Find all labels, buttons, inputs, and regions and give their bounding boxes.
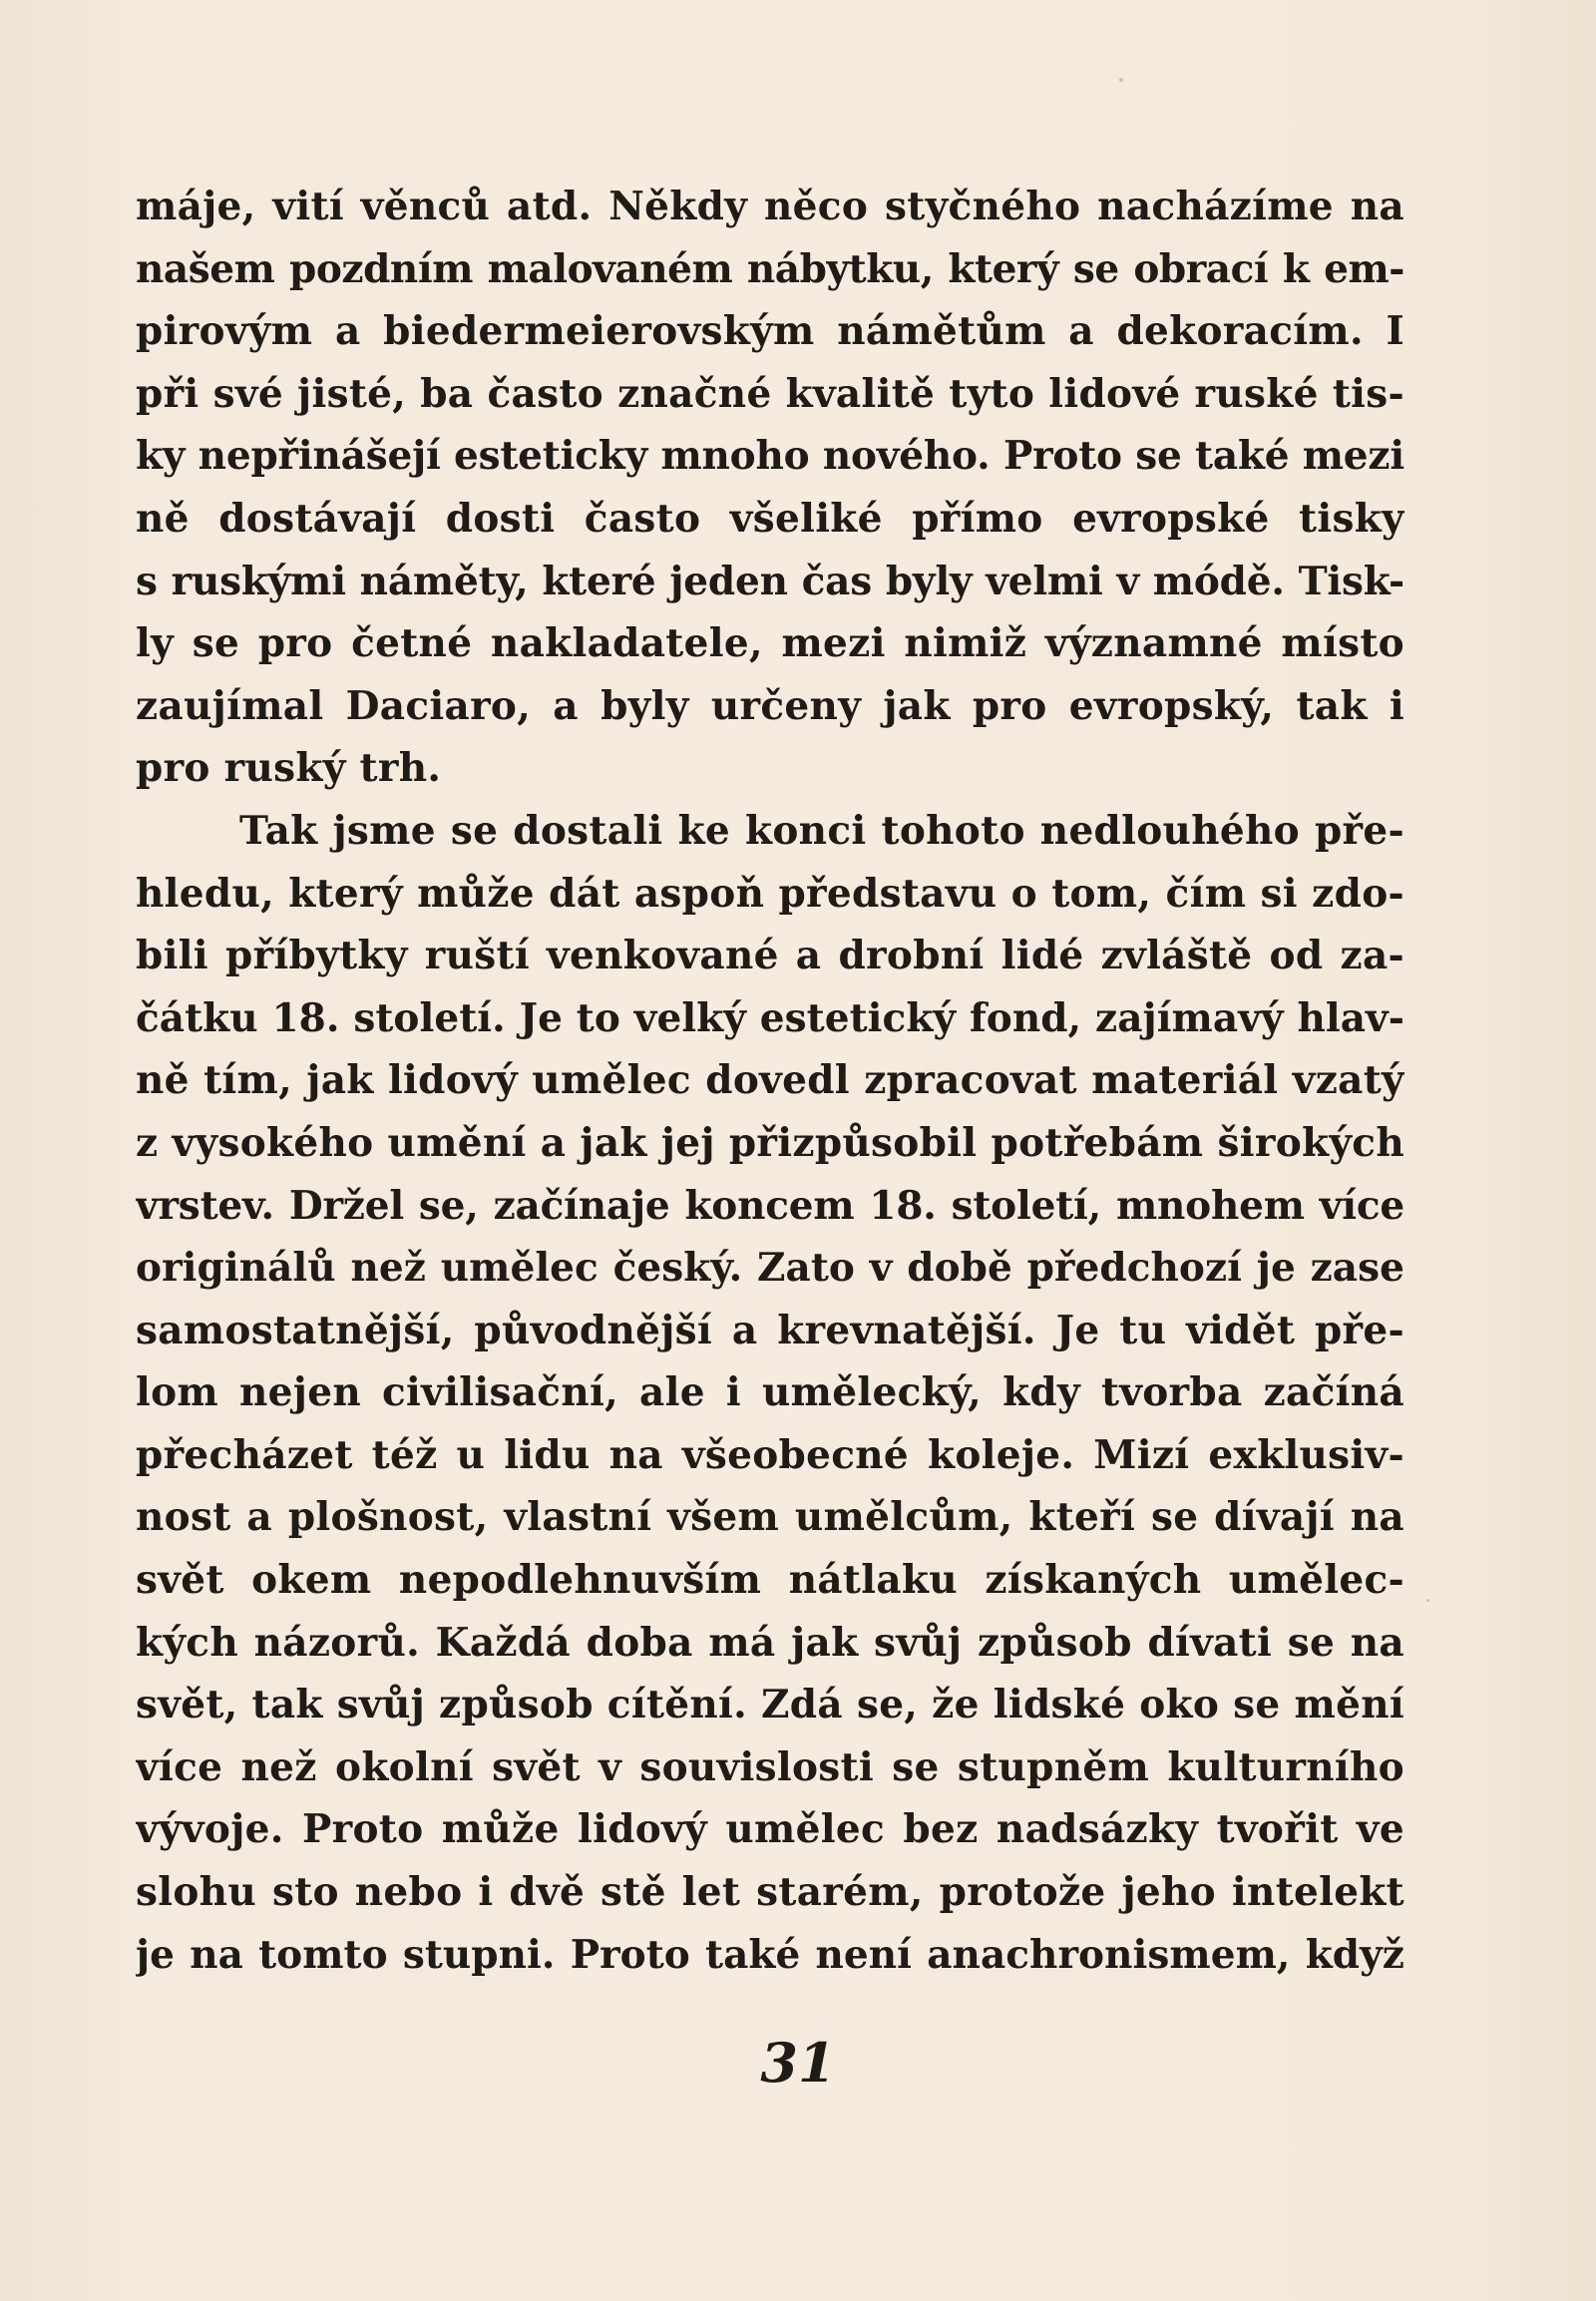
- text-line: svět okem nepodlehnuvším nátlaku získaných umělec-: [136, 1557, 1404, 1604]
- text-line: slohu sto nebo i dvě stě let starém, protože jeho intelekt: [136, 1869, 1404, 1916]
- paragraph-end-line: pro ruský trh.: [136, 745, 442, 792]
- text-line: ly se pro četné nakladatele, mezi nimiž významné místo: [136, 620, 1404, 667]
- text-line: z vysokého umění a jak jej přizpůsobil potřebám širokých: [136, 1119, 1404, 1166]
- text-line: vrstev. Držel se, začínaje koncem 18. století, mnohem více: [136, 1182, 1404, 1229]
- text-line: pirovým a biedermeierovským námětům a dekoracím. I: [136, 308, 1404, 355]
- text-line: originálů než umělec český. Zato v době předchozí je zase: [136, 1245, 1404, 1292]
- text-line: bili příbytky ruští venkované a drobní lidé zvláště od za-: [136, 933, 1404, 979]
- text-line: zaujímal Daciaro, a byly určeny jak pro evropský, tak i: [136, 682, 1404, 729]
- text-line: s ruskými náměty, které jeden čas byly velmi v módě. Tisk-: [136, 558, 1404, 604]
- body-text: [136, 176, 1404, 1986]
- text-line: hledu, který může dát aspoň představu o tom, čím si zdo-: [136, 870, 1404, 917]
- text-line: ně tím, jak lidový umělec dovedl zpracovat materiál vzatý: [136, 1057, 1404, 1104]
- text-line: našem pozdním malovaném nábytku, který se obrací k em-: [136, 245, 1404, 292]
- paper-speck: [1426, 1599, 1429, 1602]
- text-line: ky nepřinášejí esteticky mnoho nového. Proto se také mezi: [136, 433, 1404, 480]
- text-line: svět, tak svůj způsob cítění. Zdá se, že lidské oko se mění: [136, 1682, 1404, 1728]
- text-line: vývoje. Proto může lidový umělec bez nadsázky tvořit ve: [136, 1806, 1404, 1853]
- text-line: přecházet též u lidu na všeobecné koleje. Mizí exklusiv-: [136, 1431, 1404, 1478]
- text-line: je na tomto stupni. Proto také není anachronismem, když: [136, 1931, 1404, 1978]
- text-line: kých názorů. Každá doba má jak svůj způsob dívati se na: [136, 1619, 1404, 1666]
- paper-speck: [1119, 78, 1123, 82]
- text-line: více než okolní svět v souvislosti se stupněm kulturního: [136, 1743, 1404, 1790]
- paragraph-start-line: Tak jsme se dostali ke konci tohoto nedlouhého pře-: [239, 807, 1404, 854]
- text-line: ně dostávají dosti často všeliké přímo evropské tisky: [136, 495, 1404, 542]
- text-line: lom nejen civilisační, ale i umělecký, kdy tvorba začíná: [136, 1369, 1404, 1416]
- text-line: nost a plošnost, vlastní všem umělcům, kteří se dívají na: [136, 1494, 1404, 1541]
- page-number: 31: [760, 2031, 836, 2095]
- text-line: čátku 18. století. Je to velký estetický fond, zajímavý hlav-: [136, 994, 1404, 1041]
- text-line: samostatnější, původnější a krevnatější. Je tu vidět pře-: [136, 1307, 1404, 1353]
- text-line: při své jisté, ba často značné kvalitě tyto lidové ruské tis-: [136, 370, 1404, 417]
- text-line: máje, vití věnců atd. Někdy něco styčného nacházíme na: [136, 184, 1404, 229]
